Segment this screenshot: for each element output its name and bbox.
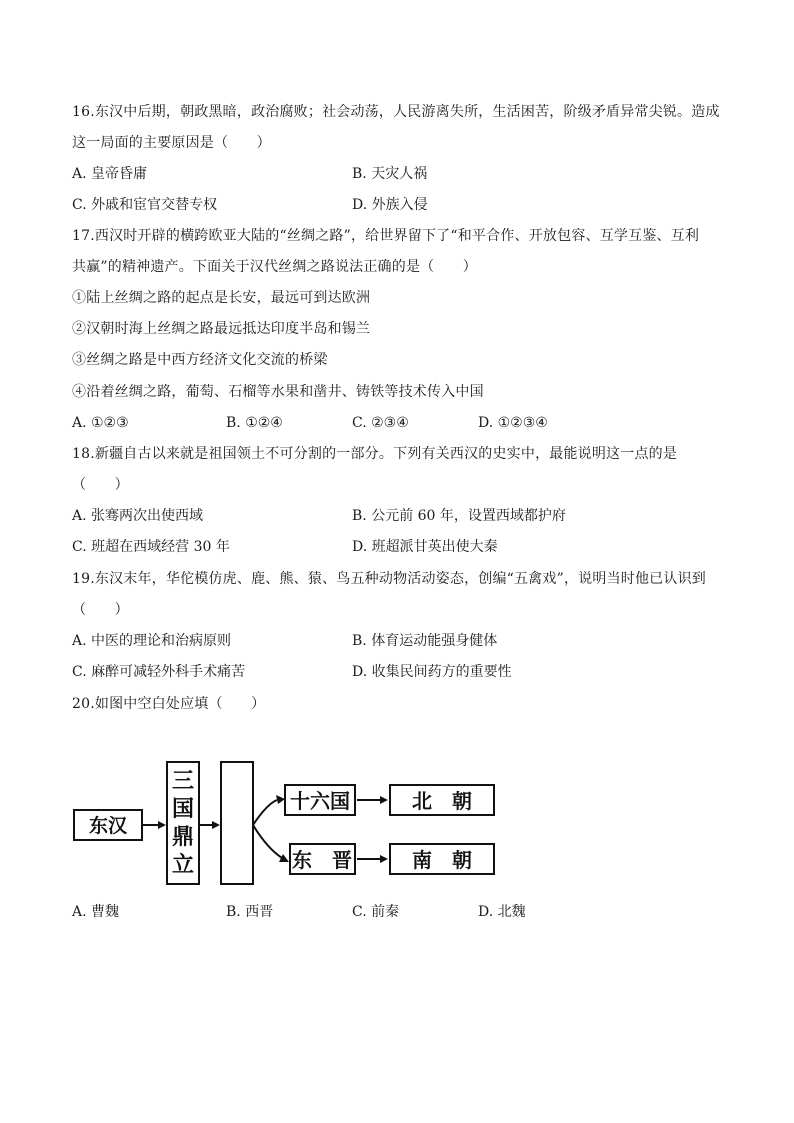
- q18-stem-line-1: 18.新疆自古以来就是祖国领土不可分割的一部分。下列有关西汉的史实中，最能说明这一点的是: [72, 446, 678, 462]
- q16-stem-line-1: 16.东汉中后期，朝政黑暗，政治腐败；社会动荡，人民游离失所，生活困苦，阶级矛盾异常尖锐。造成: [72, 104, 720, 120]
- q17-statement-2: ②汉朝时海上丝绸之路最远抵达印度半岛和锡兰: [72, 321, 371, 337]
- node-nan-chao: 南 朝: [412, 848, 472, 872]
- q17-statement-4: ④沿着丝绸之路，葡萄、石榴等水果和凿井、铸铁等技术传入中国: [72, 384, 484, 400]
- node-san-guo-char-3: 鼎: [171, 825, 195, 850]
- node-bei-chao: 北 朝: [412, 789, 472, 813]
- q18-option-b: B. 公元前 60 年，设置西域都护府: [352, 508, 566, 524]
- q17-option-c: C. ②③④: [352, 415, 409, 431]
- node-san-guo-char-2: 国: [171, 797, 195, 822]
- q17-statement-3: ③丝绸之路是中西方经济文化交流的桥梁: [72, 352, 328, 368]
- node-shi-liu-guo: 十六国: [290, 789, 350, 813]
- q18-option-a: A. 张骞两次出使西域: [72, 508, 204, 524]
- node-dong-jin: 东 晋: [292, 848, 352, 872]
- q18-stem-line-2: （ ）: [72, 477, 129, 493]
- q19-option-a: A. 中医的理论和治病原则: [72, 633, 232, 649]
- q16-stem-line-2: 这一局面的主要原因是（ ）: [72, 135, 271, 151]
- dynasty-flow-diagram: [72, 758, 512, 890]
- q19-option-c: C. 麻醉可减轻外科手术痛苦: [72, 664, 246, 680]
- q20-stem-line-1: 20.如图中空白处应填（ ）: [72, 696, 266, 712]
- q17-statement-1: ①陆上丝绸之路的起点是长安，最远可到达欧洲: [72, 290, 371, 306]
- q19-stem-line-1: 19.东汉末年，华佗模仿虎、鹿、熊、猿、鸟五种动物活动姿态，创编“五禽戏”，说明当时他已认识到: [72, 571, 706, 587]
- q20-option-b: B. 西晋: [226, 904, 274, 920]
- q19-stem-line-2: （ ）: [72, 602, 129, 618]
- q16-option-c: C. 外戚和宦官交替专权: [72, 197, 218, 213]
- node-dong-han: 东汉: [88, 815, 128, 837]
- q20-option-a: A. 曹魏: [72, 904, 120, 920]
- node-san-guo-char-1: 三: [171, 769, 195, 794]
- q19-option-d: D. 收集民间药方的重要性: [352, 664, 512, 680]
- q16-option-b: B. 天灾人祸: [352, 166, 428, 182]
- q20-option-c: C. 前秦: [352, 904, 400, 920]
- q17-option-b: B. ①②④: [226, 415, 283, 431]
- q17-stem-line-2: 共赢”的精神遗产。下面关于汉代丝绸之路说法正确的是（ ）: [72, 259, 477, 275]
- q16-option-d: D. 外族入侵: [352, 197, 428, 213]
- q16-option-a: A. 皇帝昏庸: [72, 166, 148, 182]
- q20-option-d: D. 北魏: [478, 904, 526, 920]
- q17-option-a: A. ①②③: [72, 415, 129, 431]
- node-san-guo-char-4: 立: [171, 853, 195, 878]
- q17-stem-line-1: 17.西汉时开辟的横跨欧亚大陆的“丝绸之路”，给世界留下了“和平合作、开放包容、互学互鉴、互利: [72, 228, 700, 244]
- q19-option-b: B. 体育运动能强身健体: [352, 633, 498, 649]
- q18-option-c: C. 班超在西域经营 30 年: [72, 539, 230, 555]
- q18-option-d: D. 班超派甘英出使大秦: [352, 539, 498, 555]
- q17-option-d: D. ①②③④: [478, 415, 548, 431]
